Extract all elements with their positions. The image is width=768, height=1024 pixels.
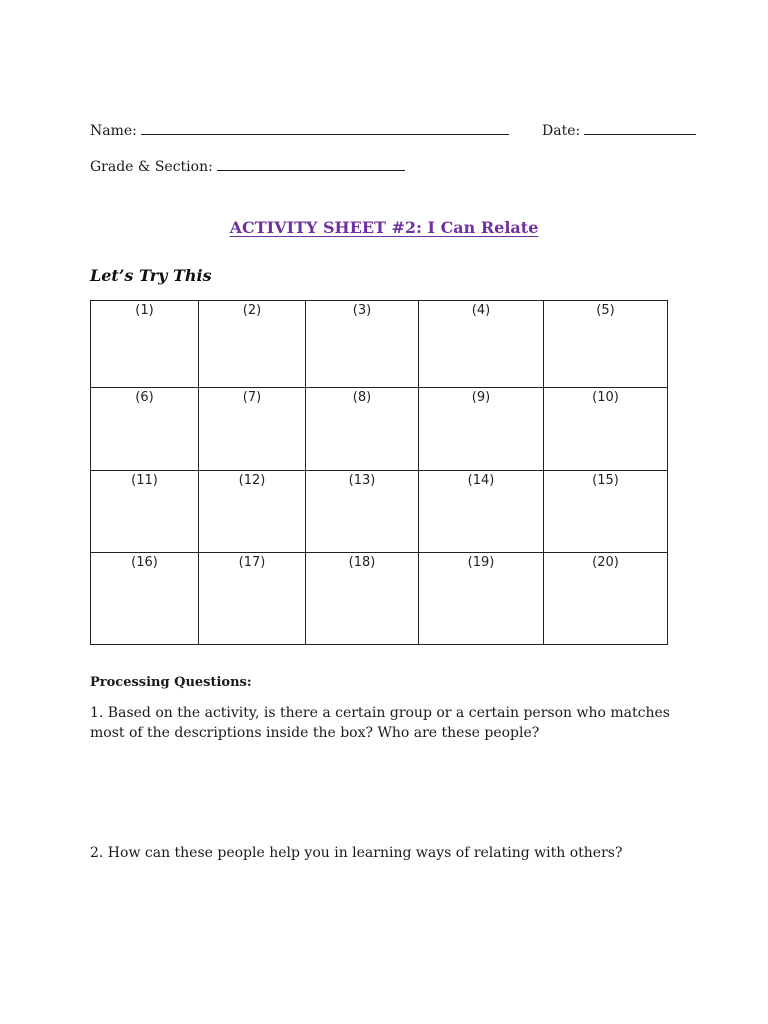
grid-cell[interactable]: (9) (419, 388, 544, 471)
date-label: Date: (542, 123, 581, 139)
grid-cell[interactable]: (8) (306, 388, 419, 471)
grid-cell[interactable]: (12) (199, 471, 306, 553)
name-label: Name: (90, 123, 137, 139)
grid-cell[interactable]: (2) (199, 301, 306, 388)
grid-row (91, 388, 668, 471)
grid-cell[interactable]: (11) (91, 471, 199, 553)
grid-cell[interactable]: (10) (544, 388, 668, 471)
grid-cell[interactable]: (18) (306, 553, 419, 645)
grid-cell[interactable]: (16) (91, 553, 199, 645)
question-1: 1. Based on the activity, is there a certain group or a certain person who matches most of the descriptions inside the box? Who are these people? (90, 705, 670, 741)
grid-cell[interactable]: (7) (199, 388, 306, 471)
question-2: 2. How can these people help you in learning ways of relating with others? (90, 845, 623, 861)
grid-cell[interactable]: (13) (306, 471, 419, 553)
grid-row (91, 301, 668, 388)
section-heading: Let’s Try This (90, 266, 212, 285)
grid-cell[interactable]: (6) (91, 388, 199, 471)
grid-cell[interactable]: (19) (419, 553, 544, 645)
grade-section-blank-line[interactable] (217, 158, 405, 171)
grid-row (91, 471, 668, 553)
grid-cell[interactable]: (17) (199, 553, 306, 645)
grid-cell[interactable]: (3) (306, 301, 419, 388)
name-field[interactable] (90, 122, 509, 139)
grade-section-label: Grade & Section: (90, 159, 213, 175)
grid-cell[interactable]: (4) (419, 301, 544, 388)
processing-questions-heading: Processing Questions: (90, 675, 252, 690)
date-blank-line[interactable] (584, 122, 696, 135)
name-blank-line[interactable] (141, 122, 509, 135)
grid-row (91, 553, 668, 645)
grade-section-field[interactable] (90, 158, 405, 175)
grid-cell[interactable]: (1) (91, 301, 199, 388)
date-field[interactable] (542, 122, 696, 139)
grid-cell[interactable]: (14) (419, 471, 544, 553)
activity-title-text: ACTIVITY SHEET #2: I Can Relate (229, 218, 539, 237)
grid-cell[interactable]: (15) (544, 471, 668, 553)
grid-cell[interactable]: (20) (544, 553, 668, 645)
activity-title (0, 218, 768, 237)
activity-grid (90, 300, 668, 645)
grid-cell[interactable]: (5) (544, 301, 668, 388)
